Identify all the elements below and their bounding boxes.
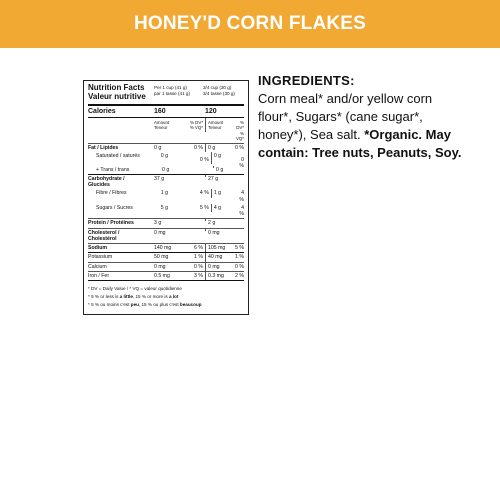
trans-row [88,166,244,175]
nutrition-facts-panel [83,80,249,315]
calcium-amount-2: 0 mg [208,263,220,270]
fibre-label: Fibre / Fibres [96,190,127,197]
iron-amount-2: 0.3 mg [208,272,224,279]
footnote2-pre: * 5 % or less is [88,293,120,299]
calcium-dv-1: 0 % [180,263,206,271]
dv-label-1: % DV* [190,119,203,125]
footnote2-bold2: a lot [168,293,179,299]
potassium-row [88,253,244,262]
trans-amount-2: 0 g [216,166,224,173]
sodium-dv-1: 6 % [180,244,206,252]
carbohydrate-label [88,175,154,189]
vq-label-2: % VQ* [235,130,244,142]
dv-header-2 [234,118,244,143]
protein-row [88,219,244,228]
sodium-amount-2: 105 mg [208,245,226,252]
saturated-amount-1: 0 g [160,153,168,160]
title-banner [0,0,500,48]
amount-label-1: Amount [154,119,170,125]
potassium-amount-2: 40 mg [208,254,223,261]
serving2-line2: 3/4 tasse (30 g) [203,91,235,97]
calcium-label: Calcium [88,263,107,270]
allergen-statement: May contain: Tree nuts, Peanuts, Soy. [258,127,462,160]
fat-dv-1: 0 % [180,144,206,152]
trans-amount-1: 0 g [162,166,170,173]
footnote-french [88,301,244,309]
calories-row [88,106,244,118]
sat-trans-dv-1: 0 % [186,152,212,164]
fibre-dv-1: 4 % [186,189,212,197]
sodium-dv-2: 5 % [235,245,244,252]
fibre-amount-2: 1 g [213,190,222,197]
carb-dv-spacer-2 [234,175,244,177]
nutrition-footnotes [88,281,244,308]
ingredients-list: Corn meal* and/or yellow corn flour*, Sugars* (cane sugar*, honey*), Sea salt. [258,91,433,142]
potassium-dv-1: 1 % [180,253,206,261]
nutrition-title-en: Nutrition Facts [88,83,145,92]
fat-row [88,144,244,152]
ingredients-block [258,72,468,162]
ingredients-title: INGREDIENTS: [258,73,355,88]
serving2-line1: 3/4 cup (30 g) [203,85,232,90]
nutrition-title-fr: Valeur nutritive [88,91,146,101]
trans-label: + Trans / trans [96,166,130,173]
dv-label-2: % DV* [236,119,244,131]
iron-dv-2: 2 % [235,272,244,279]
sodium-row [88,244,244,253]
sugars-amount-2: 4 g [213,204,222,211]
footnote2-bold1: a little [119,293,133,299]
footnote3-bold1: peu [130,301,139,307]
chol-dv-spacer-2 [234,229,244,231]
sodium-label: Sodium [88,245,108,252]
column-header-row [88,118,244,144]
serving-size-1 [154,84,203,97]
amount-header-1 [154,118,180,132]
sugars-dv-2: 4 % [239,204,244,218]
trans-dv-spacer-1 [188,166,214,168]
teneur-label-1: Teneur [154,125,168,131]
organic-note: *Organic. [364,127,423,142]
ingredients-text [258,90,468,162]
amount-header-2 [206,118,234,132]
fat-amount-1: 0 g [154,144,162,151]
chol-amount-1: 0 mg [154,229,166,236]
protein-dv-spacer-2 [234,219,244,221]
protein-amount-2: 2 g [208,220,216,227]
chol-label-line1: Cholesterol / [88,229,120,236]
carb-label-line1: Carbohydrate / [88,175,125,182]
potassium-dv-2: 1 % [235,254,244,261]
iron-dv-1: 3 % [180,272,206,280]
footnote-dv: * DV = Daily Value / * VQ = valeur quotidienne [88,285,182,291]
vq-label-1: % VQ* [189,125,203,131]
trans-dv-spacer-2 [242,166,244,168]
nutrition-header [88,84,244,106]
footnote3-pre: * 5 % ou moins c'est [88,301,131,307]
potassium-label: Potassium [88,254,113,261]
protein-amount-1: 3 g [154,220,162,227]
protein-label: Protein / Protéines [88,220,134,227]
iron-amount-1: 0.5 mg [154,272,170,279]
sugars-amount-1: 5 g [160,204,168,211]
footnote3-bold2: beaucoup [179,301,202,307]
teneur-label-2: Teneur [208,125,222,131]
fat-amount-2: 0 g [208,144,216,151]
fat-label: Fat / Lipides [88,144,119,151]
chol-dv-spacer-1 [180,229,206,231]
footnote2-mid: , 15 % or more is [132,293,169,299]
sodium-amount-1: 140 mg [154,245,172,252]
carb-amount-2: 27 g [208,175,219,182]
footnote-english [88,293,244,301]
iron-row [88,272,244,281]
serving-size-2 [203,84,244,97]
fibre-row [88,189,244,203]
carb-amount-1: 37 g [154,175,165,182]
sugars-dv-1: 5 % [186,204,212,212]
saturated-amount-2: 0 g [213,153,222,160]
nutrition-title [88,84,154,102]
chol-label-line2: Cholestérol [88,235,117,242]
carb-dv-spacer-1 [180,175,206,177]
calcium-row [88,263,244,272]
calcium-amount-1: 0 mg [154,263,166,270]
chol-amount-2: 0 mg [208,229,220,236]
protein-dv-spacer-1 [180,219,206,221]
carbohydrate-row [88,175,244,189]
carb-label-line2: Glucides [88,182,110,189]
cholesterol-row [88,229,244,244]
column-header-spacer [88,118,154,120]
serving1-line2: par 1 tasse (41 g) [154,91,191,97]
iron-label: Iron / Fer [88,272,110,279]
serving1-line1: Per 1 cup (41 g) [154,85,187,90]
cholesterol-label [88,229,154,243]
calories-value-2: 120 [205,107,217,115]
calories-value-1: 160 [154,107,166,115]
fibre-dv-2: 4 % [239,190,244,203]
potassium-amount-1: 50 mg [154,254,169,261]
saturated-label: Saturated / saturés [96,153,140,160]
calcium-dv-2: 0 % [235,263,244,270]
footnote3-mid: , 15 % ou plus c'est [138,301,180,307]
fibre-amount-1: 1 g [160,190,168,197]
amount-label-2: Amount [208,119,224,125]
sugars-row [88,204,244,219]
dv-header-1 [180,118,206,132]
fat-dv-2: 0 % [235,144,244,151]
sugars-label: Sugars / Sucres [96,204,133,211]
sat-trans-dv-2: 0 % [239,157,244,170]
product-title: HONEY'D CORN FLAKES [133,13,367,34]
calories-label: Calories [88,107,116,115]
